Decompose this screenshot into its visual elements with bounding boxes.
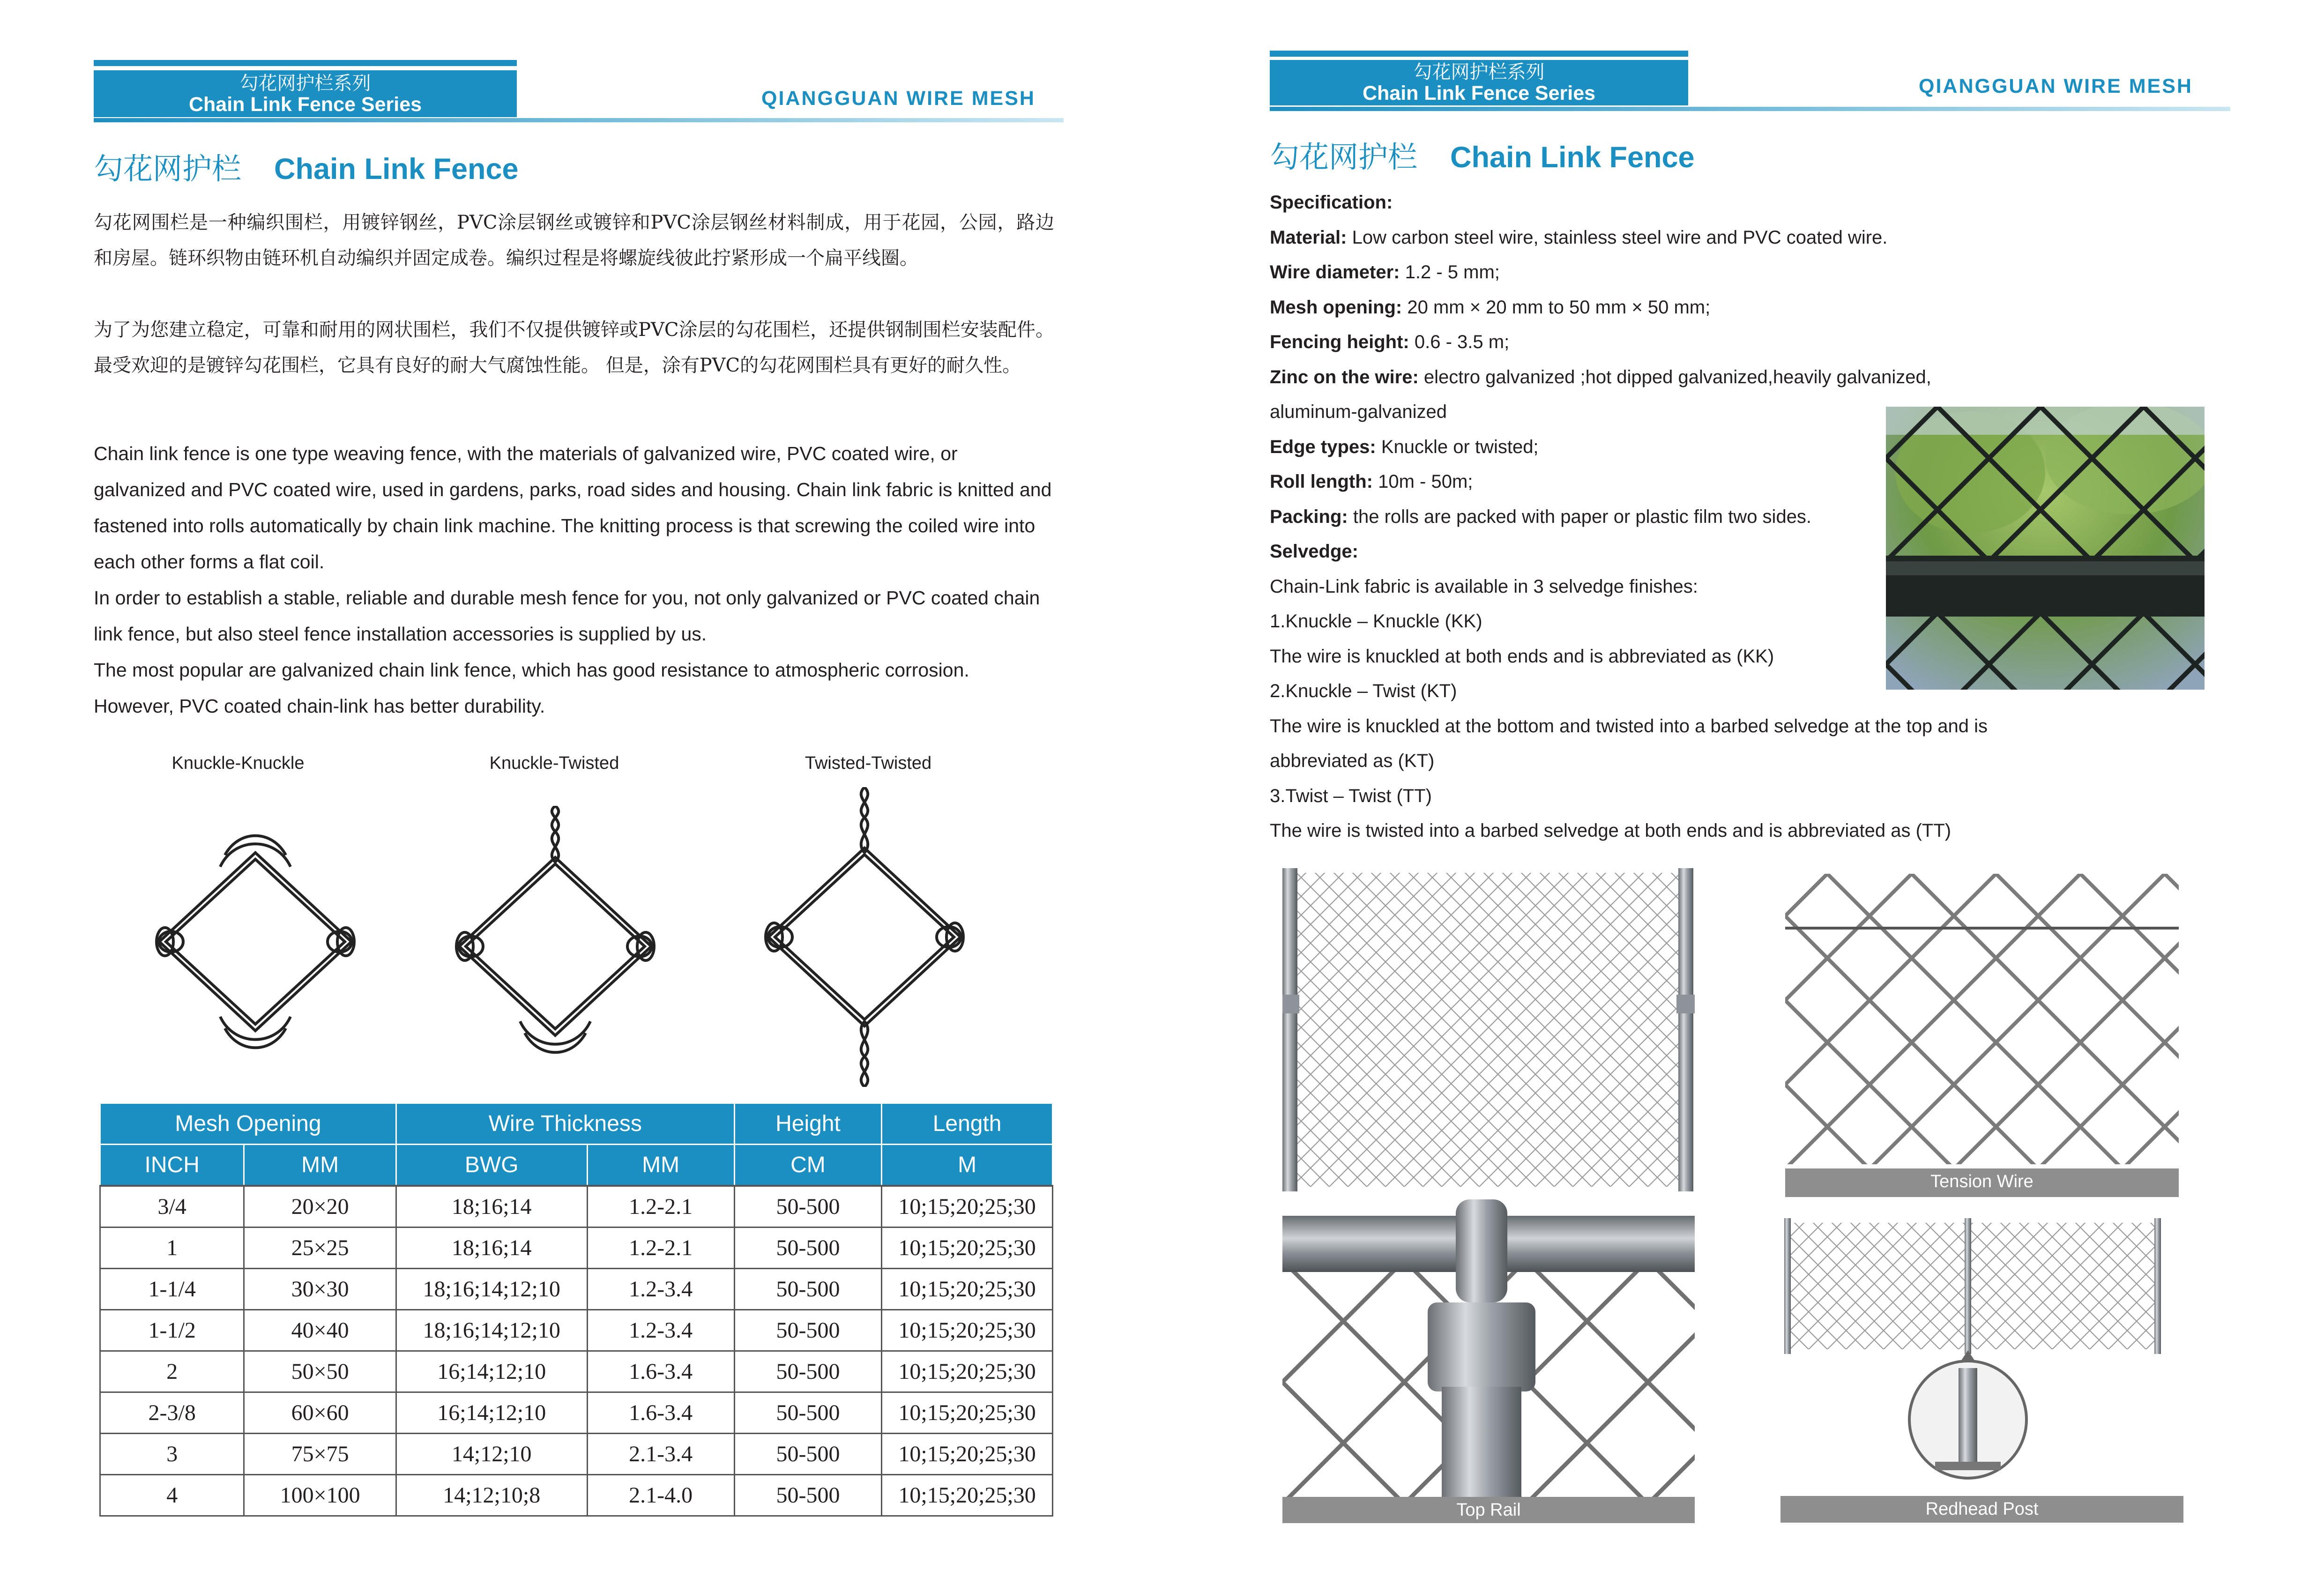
spec-material-label: Material: [1270,227,1347,248]
table-cell: 10;15;20;25;30 [882,1186,1053,1227]
knuckle-knuckle-diagram [136,825,380,1068]
spec-edge-label: Edge types: [1270,436,1376,457]
spec-selvedge-label: Selvedge: [1270,541,1358,562]
table-cell: 10;15;20;25;30 [882,1475,1053,1516]
header-bar-top [94,60,517,66]
selvedge-kk-desc: The wire is knuckled at both ends and is abbreviated as (KK) [1270,646,1774,667]
diagram-label-tt: Twisted-Twisted [804,753,932,773]
diagram-label-kk: Knuckle-Knuckle [171,753,305,773]
table-cell: 10;15;20;25;30 [882,1434,1053,1475]
selvedge-kt-desc: The wire is knuckled at the bottom and twisted into a barbed selvedge at the top and is [1270,715,1988,736]
th-inch: INCH [100,1145,244,1186]
spec-packing: the rolls are packed with paper or plastic film two sides. [1353,506,1812,527]
page-title-en: Chain Link Fence [274,153,519,186]
spec-opening: 20 mm × 20 mm to 50 mm × 50 mm; [1407,297,1711,318]
table-cell: 10;15;20;25;30 [882,1269,1053,1310]
table-row [100,1434,1053,1475]
th-wire-mm: MM [587,1145,734,1186]
selvedge-tt-desc: The wire is twisted into a barbed selvedge at both ends and is abbreviated as (TT) [1270,820,1952,841]
left-page [0,0,1155,1577]
table-cell: 100×100 [244,1475,396,1516]
en-paragraph-2: In order to establish a stable, reliable and durable mesh fence for you, not only galvanized or PVC coated chain link fence, but also steel fence installation accessories is supplied by us. [94,587,1040,645]
table-row [100,1269,1053,1310]
page-title [94,145,519,188]
brand-name-right: QIANGGUAN WIRE MESH [1919,75,2193,97]
spec-material: Low carbon steel wire, stainless steel wire and PVC coated wire. [1352,227,1888,248]
table-cell: 14;12;10;8 [396,1475,587,1516]
table-cell: 10;15;20;25;30 [882,1392,1053,1434]
table-cell: 1-1/2 [100,1310,244,1351]
th-m: M [882,1145,1053,1186]
table-cell: 50-500 [734,1434,881,1475]
table-cell: 2.1-3.4 [587,1434,734,1475]
table-cell: 1.2-3.4 [587,1310,734,1351]
caption-tension-wire: Tension Wire [1785,1168,2179,1195]
table-cell: 40×40 [244,1310,396,1351]
table-cell: 50-500 [734,1392,881,1434]
caption-top-rail: Top Rail [1282,1497,1695,1523]
table-cell: 14;12;10 [396,1434,587,1475]
table-row [100,1227,1053,1269]
table-row [100,1475,1053,1516]
table-cell: 10;15;20;25;30 [882,1351,1053,1392]
page-title-zh-right: 勾花网护栏 [1270,140,1417,174]
table-cell: 1.6-3.4 [587,1392,734,1434]
table-cell: 25×25 [244,1227,396,1269]
table-cell: 18;16;14;12;10 [396,1310,587,1351]
table-row [100,1186,1053,1227]
table-cell: 16;14;12;10 [396,1351,587,1392]
fence-closeup-photo [1886,407,2205,690]
table-cell: 1-1/4 [100,1269,244,1310]
spec-diameter-label: Wire diameter: [1270,262,1400,283]
series-header-right [1270,60,1688,105]
table-row [100,1351,1053,1392]
spec-roll-label: Roll length: [1270,471,1373,492]
fence-panel-photo [1282,868,1695,1191]
selvedge-intro: Chain-Link fabric is available in 3 selvedge finishes: [1270,576,1698,597]
table-cell: 50-500 [734,1227,881,1269]
th-length: Length [882,1103,1053,1145]
selvedge-kk-title: 1.Knuckle – Knuckle (KK) [1270,611,1482,632]
series-header-en: Chain Link Fence Series [188,93,422,116]
en-paragraph-3: The most popular are galvanized chain link fence, which has good resistance to atmospheric corrosion. However, PVC coated chain-link has better durability. [94,659,969,717]
table-cell: 50-500 [734,1351,881,1392]
th-cm: CM [734,1145,881,1186]
spec-height: 0.6 - 3.5 m; [1414,332,1510,352]
selvedge-kt-desc-cont: abbreviated as (KT) [1270,751,1435,771]
spec-diameter: 1.2 - 5 mm; [1405,262,1500,283]
series-header [94,70,517,117]
mesh-spec-table [99,1102,1053,1517]
th-wire-thickness: Wire Thickness [396,1103,734,1145]
table-row [100,1392,1053,1434]
table-cell: 50-500 [734,1310,881,1351]
table-cell: 30×30 [244,1269,396,1310]
th-mesh-opening: Mesh Opening [100,1103,396,1145]
zh-paragraph-1: 勾花网围栏是一种编织围栏，用镀锌钢丝，PVC涂层钢丝或镀锌和PVC涂层钢丝材料制成，用于花园，公园，路边和房屋。链环织物由链环机自动编织并固定成卷。编织过程是将螺旋线彼此拧紧形成一个扁平线圈。 [94,212,1054,269]
table-cell: 20×20 [244,1186,396,1227]
table-cell: 2-3/8 [100,1392,244,1434]
header-underline-right [1270,107,2230,111]
tension-wire-photo [1785,874,2179,1197]
table-cell: 16;14;12;10 [396,1392,587,1434]
spec-zinc-label: Zinc on the wire: [1270,366,1419,387]
twisted-twisted-diagram [745,787,989,1087]
en-paragraph-1: Chain link fence is one type weaving fence, with the materials of galvanized wire, PVC coated wire, or galvanized and PVC coated wire, used in gardens, parks, road sides and housing. Chain link fabric is knitted and fastened into rolls automatically by chain link machine. The knitting process is that screwing the coiled wire into each other forms a flat coil. [94,443,1052,573]
header-bar-top-right [1270,51,1688,57]
spec-zinc: electro galvanized ;hot dipped galvanized,heavily galvanized, [1423,366,1931,387]
table-body [100,1186,1053,1516]
page-title-right [1270,134,1695,176]
table-cell: 50-500 [734,1269,881,1310]
table-cell: 3/4 [100,1186,244,1227]
spec-opening-label: Mesh opening: [1270,297,1402,318]
diagram-label-kt: Knuckle-Twisted [489,753,619,773]
zh-paragraph-2: 为了为您建立稳定，可靠和耐用的网状围栏，我们不仅提供镀锌或PVC涂层的勾花围栏，还提供钢制围栏安装配件。 最受欢迎的是镀锌勾花围栏，它具有良好的耐大气腐蚀性能。 但是，涂有PVC的勾花网围栏具有更好的耐久性。 [94,319,1054,376]
spec-roll: 10m - 50m; [1378,471,1473,492]
knuckle-twisted-diagram [436,806,679,1078]
spec-packing-label: Packing: [1270,506,1348,527]
table-cell: 2 [100,1351,244,1392]
right-page [1155,0,2324,1577]
series-header-zh-right: 勾花网护栏系列 [1413,61,1545,83]
table-cell: 1.2-2.1 [587,1186,734,1227]
series-header-en-right: Chain Link Fence Series [1362,82,1596,104]
table-cell: 3 [100,1434,244,1475]
th-bwg: BWG [396,1145,587,1186]
spec-edge: Knuckle or twisted; [1381,436,1539,457]
caption-redhead-post: Redhead Post [1780,1496,2183,1522]
page-title-zh: 勾花网护栏 [94,152,241,186]
table-cell: 18;16;14;12;10 [396,1269,587,1310]
selvedge-tt-title: 3.Twist – Twist (TT) [1270,785,1432,806]
table-cell: 10;15;20;25;30 [882,1227,1053,1269]
redhead-post-photo [1780,1218,2183,1523]
selvedge-kt-title: 2.Knuckle – Twist (KT) [1270,681,1457,701]
table-cell: 4 [100,1475,244,1516]
brand-name: QIANGGUAN WIRE MESH [761,87,1035,110]
top-rail-photo [1282,1199,1695,1520]
spec-zinc-continued: aluminum-galvanized [1270,402,1447,422]
table-row [100,1310,1053,1351]
table-sub-header-row [100,1145,1053,1186]
spec-heading: Specification: [1270,192,1393,213]
th-mm: MM [244,1145,396,1186]
page-title-en-right: Chain Link Fence [1450,141,1695,174]
table-cell: 75×75 [244,1434,396,1475]
table-cell: 50-500 [734,1186,881,1227]
table-cell: 18;16;14 [396,1186,587,1227]
table-group-header-row [100,1103,1053,1145]
table-cell: 2.1-4.0 [587,1475,734,1516]
table-cell: 60×60 [244,1392,396,1434]
table-cell: 10;15;20;25;30 [882,1310,1053,1351]
table-cell: 1 [100,1227,244,1269]
th-height: Height [734,1103,881,1145]
table-cell: 50×50 [244,1351,396,1392]
table-cell: 1.2-3.4 [587,1269,734,1310]
table-cell: 1.2-2.1 [587,1227,734,1269]
series-header-zh: 勾花网护栏系列 [239,73,371,94]
header-underline [94,118,1064,122]
spec-height-label: Fencing height: [1270,332,1409,352]
table-cell: 50-500 [734,1475,881,1516]
table-cell: 1.6-3.4 [587,1351,734,1392]
table-cell: 18;16;14 [396,1227,587,1269]
